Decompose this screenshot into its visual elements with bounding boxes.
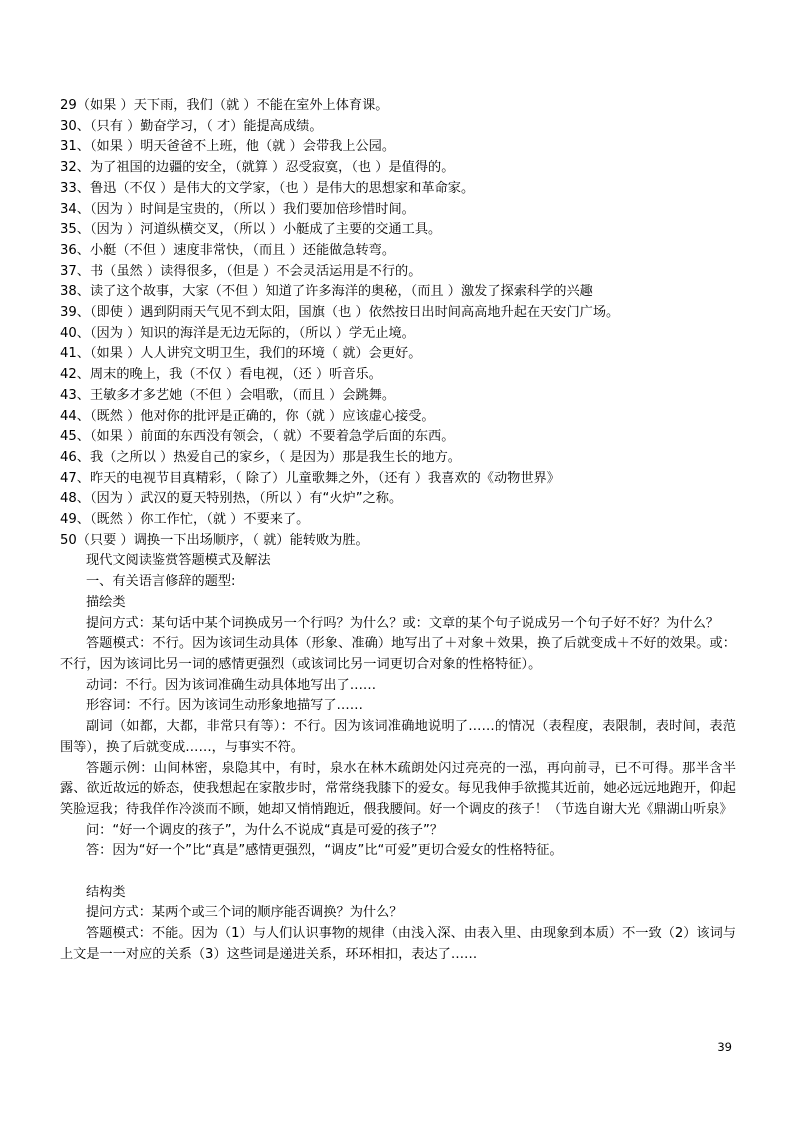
depict-adverb: 副词（如都，大都，非常只有等）：不行。因为该词准确地说明了……的情况（表程度，表限制，表时间，表范围等），换了后就变成……，与事实不符。 <box>60 719 736 755</box>
depict-heading: 描绘类 <box>86 594 126 610</box>
depict-answer-pattern: 答题模式：不行。因为该词生动具体（形象、准确）地写出了＋对象＋效果，换了后就变成＋不好的效果。或：不行，因为该词比另一词的感情更强烈（或该词比另一词更切合对象的性格特征）。 <box>60 636 736 672</box>
sentence-line: 42、周末的晚上，我（不仅 ）看电视，（还 ）听音乐。 <box>60 367 382 383</box>
sentence-line: 36、小艇（不但 ）速度非常快，（而且 ）还能做急转弯。 <box>60 242 396 258</box>
sentence-line: 40、（因为 ）知识的海洋是无边无际的，（所以 ）学无止境。 <box>60 325 415 341</box>
structure-section <box>60 883 736 966</box>
sentence-line: 29（如果 ）天下雨，我们（就 ）不能在室外上体育课。 <box>60 98 389 113</box>
sentence-line: 31、（如果 ）明天爸爸不上班，他（就 ）会带我上公园。 <box>60 139 396 155</box>
section-title: 现代文阅读鉴赏答题模式及解法 <box>86 553 271 569</box>
depict-question: 提问方式：某句话中某个词换成另一个行吗？为什么？或：文章的某个句子说成另一个句子好不好？为什么？ <box>86 615 719 631</box>
sentence-line: 45、（如果 ）前面的东西没有领会，（ 就）不要着急学后面的东西。 <box>60 429 455 445</box>
sentence-list <box>60 96 736 551</box>
sentence-line: 48、（因为 ）武汉的夏天特别热，（所以 ）有“火炉”之称。 <box>60 491 403 507</box>
sentence-line: 44、（既然 ）他对你的批评是正确的，你（就 ）应该虚心接受。 <box>60 408 435 424</box>
sentence-line: 39、（即使 ）遇到阴雨天气见不到太阳，国旗（也 ）依然按日出时间高高地升起在天安门广场。 <box>60 305 620 321</box>
structure-heading: 结构类 <box>86 884 126 900</box>
structure-question: 提问方式：某两个或三个词的顺序能否调换？为什么？ <box>86 905 403 921</box>
sentence-line: 30、（只有 ）勤奋学习，（ 才）能提高成绩。 <box>60 118 323 134</box>
sentence-line: 38、读了这个故事，大家（不但 ）知道了许多海洋的奥秘，（而且 ）激发了探索科学的兴趣 <box>60 284 593 300</box>
subsection-title: 一、有关语言修辞的题型: <box>86 574 236 590</box>
sentence-line: 49、（既然 ）你工作忙，（就 ）不要来了。 <box>60 512 310 528</box>
sentence-line: 46、我（之所以 ）热爱自己的家乡，（ 是因为）那是我生长的地方。 <box>60 449 461 465</box>
depict-example-answer: 答：因为“好一个”比“真是”感情更强烈，“调皮”比“可爱”更切合爱女的性格特征。 <box>86 843 563 859</box>
sentence-line: 33、鲁迅（不仅 ）是伟大的文学家，（也 ）是伟大的思想家和革命家。 <box>60 180 475 196</box>
sentence-line: 43、王敏多才多艺她（不但 ）会唱歌，（而且 ）会跳舞。 <box>60 387 396 403</box>
depict-example: 答题示例：山间林密，泉隐其中，有时，泉水在林木疏朗处闪过亮亮的一泓，再向前寻，已不可得。那半含半露、欲近故远的娇态，使我想起在家散步时，常常绕我膝下的爱女。每见我伸手欲揽其近前，她必远远地跑开，仰起笑脸逗我；待我佯作冷淡而不顾，她却又悄悄跑近，偎我腰间。好一个调皮的孩子！（节选自谢大光《鼎湖山听泉》 <box>60 760 736 817</box>
spacer <box>60 862 736 883</box>
sentence-line: 35、（因为 ）河道纵横交叉，（所以 ）小艇成了主要的交通工具。 <box>60 222 442 238</box>
sentence-line: 37、书（虽然 ）读得很多，（但是 ）不会灵活运用是不行的。 <box>60 263 422 279</box>
sentence-line: 32、为了祖国的边疆的安全，（就算 ）忍受寂寞，（也 ）是值得的。 <box>60 160 455 176</box>
structure-answer-pattern: 答题模式：不能。因为（1）与人们认识事物的规律（由浅入深、由表入里、由现象到本质）不一致（2）该词与上文是一一对应的关系（3）这些词是递进关系，环环相扣，表达了…… <box>60 926 736 962</box>
sentence-line: 47、昨天的电视节目真精彩，（ 除了）儿童歌舞之外，（还有 ）我喜欢的《动物世界》 <box>60 470 560 486</box>
document-body <box>60 96 736 966</box>
depict-adjective: 形容词：不行。因为该词生动形象地描写了…… <box>86 698 363 714</box>
depict-verb: 动词：不行。因为该词准确生动具体地写出了…… <box>86 677 377 693</box>
sentence-line: 34、（因为 ）时间是宝贵的，（所以 ）我们要加倍珍惜时间。 <box>60 201 415 217</box>
sentence-line: 41、（如果 ）人人讲究文明卫生，我们的环境（ 就）会更好。 <box>60 346 422 362</box>
depict-example-question: 问：“好一个调皮的孩子”，为什么不说成“真是可爱的孩子”？ <box>86 822 444 838</box>
sentence-line: 50（只要 ）调换一下出场顺序，（ 就）能转败为胜。 <box>60 532 369 548</box>
page-number: 39 <box>717 1040 732 1054</box>
depict-section <box>60 593 736 862</box>
